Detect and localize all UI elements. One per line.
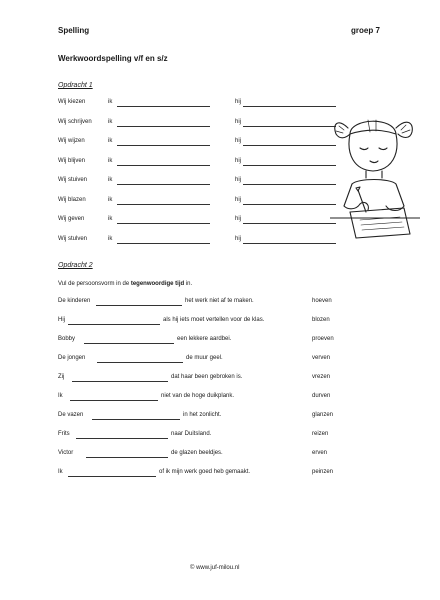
worksheet-title: Werkwoordspelling v/f en s/z [58,54,168,63]
hij-answer-line[interactable] [243,223,336,224]
ik-label: ik [108,99,113,105]
answer-line[interactable] [72,381,168,382]
answer-line[interactable] [96,305,182,306]
sentence-end: de muur geel. [186,355,223,361]
infinitive-hint: peinzen [312,469,334,475]
ik-answer-line[interactable] [117,126,210,127]
sentence-end: niet van de hoge duikplank. [161,393,235,399]
hij-answer-line[interactable] [243,243,336,244]
verb-label: Wij stuiven [58,177,88,183]
ik-answer-line[interactable] [117,204,210,205]
sentence-start: De kinderen [58,298,91,304]
hij-answer-line[interactable] [243,184,336,185]
verb-label: Wij blazen [58,196,86,203]
ik-label: ik [108,235,113,242]
ik-answer-line[interactable] [117,106,210,107]
ik-label: ik [108,216,113,222]
ik-label: ik [108,196,113,203]
sentence-end: dat haar been gebroken is. [171,374,243,380]
infinitive-hint: durven [312,393,331,399]
subject-title: Spelling [58,26,90,35]
sentence-end: naar Duitsland. [171,431,212,437]
ik-label: ik [108,177,113,183]
answer-line[interactable] [76,438,168,439]
verb-label: Wij kiezen [58,99,86,105]
verb-label: Wij wijzen [58,138,85,144]
verb-label: Wij stulven [58,235,88,242]
answer-line[interactable] [68,324,160,325]
infinitive-hint: hoeven [312,298,332,304]
hij-answer-line[interactable] [243,204,336,205]
ik-answer-line[interactable] [117,243,210,244]
hij-answer-line[interactable] [243,126,336,127]
sentence-start: Ik [58,393,63,399]
ik-label: ik [108,138,113,144]
exercise1-title: Opdracht 1 [58,82,93,89]
sentence-start: Victor [58,450,74,456]
infinitive-hint: vrezen [312,374,331,380]
footer-copyright: © www.juf-milou.nl [190,565,240,571]
girl-writing-illustration [330,108,420,248]
sentence-end: of ik mijn werk goed heb gemaakt. [159,469,251,475]
hij-label: hij [235,235,242,242]
ik-label: ik [108,118,113,125]
infinitive-hint: glanzen [312,412,334,418]
ik-answer-line[interactable] [117,145,210,146]
sentence-start: Hij [58,317,65,323]
sentence-end: een lekkere aardbei. [177,336,232,342]
ik-label: ik [108,157,113,164]
answer-line[interactable] [97,362,183,363]
verb-label: Wij geven [58,216,85,222]
infinitive-hint: verven [312,355,331,361]
hij-label: hij [235,138,242,144]
infinitive-hint: erven [312,450,328,456]
hij-label: hij [235,99,242,105]
hij-label: hij [235,157,242,164]
infinitive-hint: blozen [312,317,330,323]
ik-answer-line[interactable] [117,184,210,185]
answer-line[interactable] [68,476,156,477]
infinitive-hint: reizen [312,431,329,437]
exercise2-instruction: Vul de persoonsvorm in de tegenwoordige tijd in. [58,281,193,287]
hij-answer-line[interactable] [243,106,336,107]
hij-answer-line[interactable] [243,165,336,166]
hij-label: hij [235,177,242,183]
infinitive-hint: proeven [312,336,334,342]
sentence-start: De jongen [58,355,86,361]
answer-line[interactable] [92,419,180,420]
exercise2-title: Opdracht 2 [58,262,93,269]
sentence-end: als hij iets moet vertellen voor de klas. [163,317,265,323]
ik-answer-line[interactable] [117,165,210,166]
hij-answer-line[interactable] [243,145,336,146]
sentence-start: Frits [58,431,70,437]
group-label: groep 7 [351,26,380,35]
sentence-start: Ik [58,469,63,475]
sentence-end: het werk niet af te maken. [185,298,254,304]
answer-line[interactable] [86,457,168,458]
verb-label: Wij schrijven [58,118,92,125]
hij-label: hij [235,118,242,125]
sentence-start: De vazen [58,412,84,418]
hij-label: hij [235,216,242,222]
answer-line[interactable] [84,343,174,344]
answer-line[interactable] [70,400,158,401]
sentence-end: in het zonlicht. [183,412,222,418]
ik-answer-line[interactable] [117,223,210,224]
sentence-start: Zij [58,374,65,380]
sentence-end: de glazen beeldjes. [171,450,223,456]
hij-label: hij [235,196,242,203]
sentence-start: Bobby [58,336,76,342]
verb-label: Wij blijven [58,157,86,164]
